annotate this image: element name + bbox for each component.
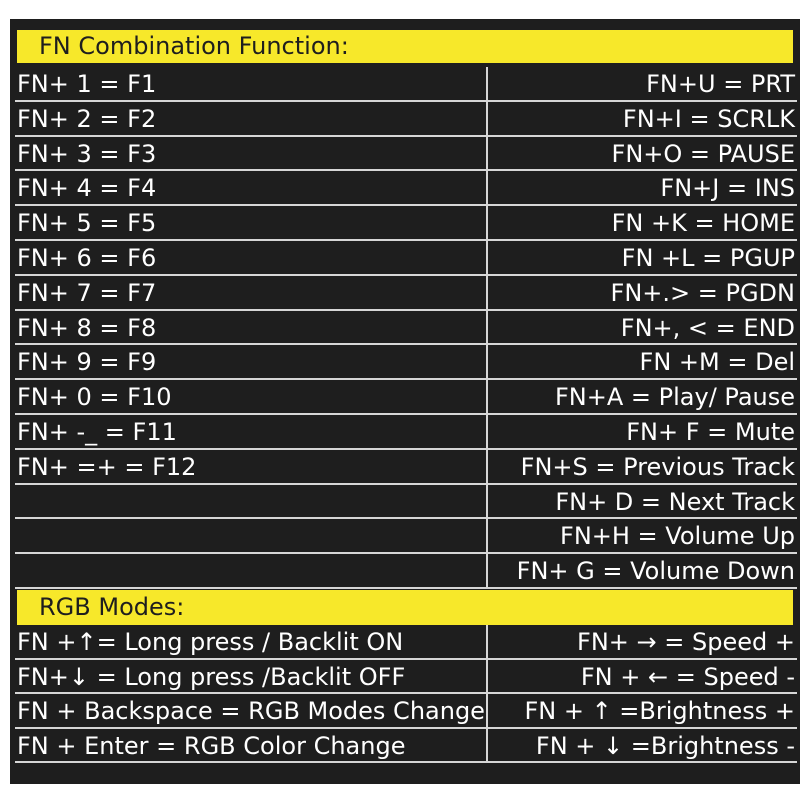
shortcut-right: FN+O = PAUSE bbox=[611, 139, 795, 168]
shortcut-right: FN+, < = END bbox=[620, 313, 795, 342]
table-row bbox=[15, 380, 797, 415]
shortcut-right: FN+ → = Speed + bbox=[577, 628, 795, 656]
shortcut-left: FN+ 7 = F7 bbox=[17, 278, 157, 307]
shortcut-right: FN+H = Volume Up bbox=[560, 522, 795, 551]
shortcut-left: FN + Backspace = RGB Modes Change bbox=[17, 697, 485, 725]
shortcut-right: FN+.> = PGDN bbox=[610, 278, 795, 307]
table-row bbox=[15, 276, 797, 311]
shortcut-right: FN+S = Previous Track bbox=[520, 452, 795, 481]
shortcut-sheet bbox=[10, 19, 800, 784]
table-row bbox=[15, 171, 797, 206]
table-row bbox=[15, 519, 797, 554]
shortcut-right: FN+A = Play/ Pause bbox=[555, 383, 795, 412]
shortcut-left: FN+ 4 = F4 bbox=[17, 174, 157, 203]
table-row bbox=[15, 345, 797, 380]
shortcut-left: FN + Enter = RGB Color Change bbox=[17, 731, 406, 760]
table-row bbox=[15, 67, 797, 102]
table-row bbox=[15, 311, 797, 346]
shortcut-right: FN +K = HOME bbox=[611, 209, 795, 238]
table-row bbox=[15, 660, 797, 695]
shortcut-right: FN+ G = Volume Down bbox=[516, 557, 795, 586]
fn-shortcut-table bbox=[15, 67, 797, 589]
shortcut-left: FN+ 0 = F10 bbox=[17, 383, 172, 412]
shortcut-right: FN+I = SCRLK bbox=[622, 104, 795, 133]
shortcut-right: FN +M = Del bbox=[639, 348, 795, 377]
shortcut-left: FN+ 5 = F5 bbox=[17, 209, 157, 238]
shortcut-left: FN+ -_ = F11 bbox=[17, 417, 177, 446]
table-row bbox=[15, 485, 797, 520]
table-row bbox=[15, 729, 797, 764]
shortcut-left: FN+ 9 = F9 bbox=[17, 348, 157, 377]
table-row bbox=[15, 137, 797, 172]
fn-section-title: FN Combination Function: bbox=[17, 30, 793, 63]
table-row bbox=[15, 206, 797, 241]
shortcut-right: FN+ D = Next Track bbox=[555, 487, 795, 516]
shortcut-left: FN+ 8 = F8 bbox=[17, 313, 157, 342]
shortcut-left: FN+ =+ = F12 bbox=[17, 452, 197, 481]
table-row bbox=[15, 625, 797, 660]
shortcut-right: FN+J = INS bbox=[660, 174, 795, 203]
rgb-shortcut-table bbox=[15, 625, 797, 763]
shortcut-right: FN + ↑ =Brightness + bbox=[524, 697, 795, 725]
shortcut-left: FN+ 6 = F6 bbox=[17, 243, 157, 272]
table-row bbox=[15, 241, 797, 276]
shortcut-left: FN+ 3 = F3 bbox=[17, 139, 157, 168]
table-row bbox=[15, 694, 797, 729]
shortcut-right: FN+ F = Mute bbox=[626, 417, 795, 446]
shortcut-left: FN+↓ = Long press /Backlit OFF bbox=[17, 662, 406, 691]
shortcut-right: FN+U = PRT bbox=[646, 70, 795, 98]
rgb-section-title: RGB Modes: bbox=[17, 590, 793, 625]
table-row bbox=[15, 450, 797, 485]
shortcut-left: FN+ 1 = F1 bbox=[17, 70, 157, 98]
shortcut-right: FN +L = PGUP bbox=[621, 243, 795, 272]
table-row bbox=[15, 102, 797, 137]
shortcut-left: FN+ 2 = F2 bbox=[17, 104, 157, 133]
table-row bbox=[15, 415, 797, 450]
shortcut-right: FN + ↓ =Brightness - bbox=[535, 731, 795, 760]
shortcut-left: FN +↑= Long press / Backlit ON bbox=[17, 628, 404, 656]
table-row bbox=[15, 554, 797, 589]
shortcut-right: FN + ← = Speed - bbox=[580, 662, 795, 691]
